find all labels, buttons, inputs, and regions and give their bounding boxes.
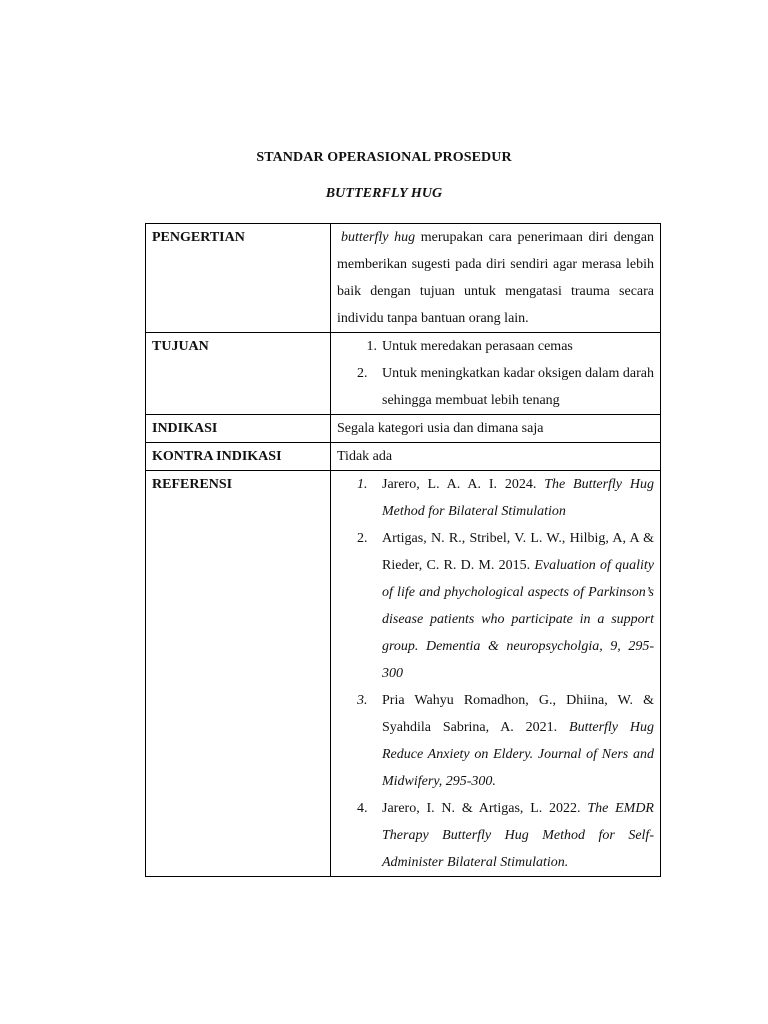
reference-authors: Jarero, I. N. & Artigas, L. 2022. <box>382 801 588 816</box>
list-number: 3. <box>357 693 368 708</box>
row-indikasi <box>146 415 661 443</box>
value-tujuan <box>331 333 661 415</box>
reference-title: The EMDR Therapy Butterfly Hug Method for Self-Administer Bilateral Stimulation. <box>382 801 654 870</box>
reference-title: Evaluation of quality of life and phychological aspects of Parkinson’s disease patients who participate in a support group. Dementia & neuropsycholgia, 9, 295-300 <box>382 558 654 681</box>
list-item <box>337 795 654 876</box>
label-kontra-indikasi: KONTRA INDIKASI <box>146 443 331 471</box>
row-referensi <box>146 471 661 877</box>
tujuan-list <box>337 333 654 414</box>
value-pengertian <box>331 224 661 333</box>
list-item <box>337 360 654 414</box>
list-number: 2. <box>357 531 368 546</box>
label-indikasi: INDIKASI <box>146 415 331 443</box>
list-item <box>337 687 654 795</box>
row-pengertian <box>146 224 661 333</box>
reference-title: The Butterfly Hug Method for Bilateral Stimulation <box>382 477 654 519</box>
label-pengertian: PENGERTIAN <box>146 224 331 333</box>
term-butterfly-hug: butterfly hug <box>341 230 416 245</box>
value-referensi <box>331 471 661 877</box>
row-tujuan <box>146 333 661 415</box>
label-referensi: REFERENSI <box>146 471 331 877</box>
list-item <box>337 333 654 360</box>
value-kontra-indikasi: Tidak ada <box>331 443 661 471</box>
reference-title: Butterfly Hug Reduce Anxiety on Eldery. Journal of Ners and Midwifery, 295-300. <box>382 720 654 789</box>
sop-table <box>145 223 661 877</box>
document-subtitle: BUTTERFLY HUG <box>325 186 443 201</box>
list-number: 1. <box>357 477 368 492</box>
reference-authors: Pria Wahyu Romadhon, G., Dhiina, W. & Syahdila Sabrina, A. 2021. <box>382 693 654 735</box>
list-number: 1. <box>366 339 377 354</box>
list-item <box>337 471 654 525</box>
label-tujuan: TUJUAN <box>146 333 331 415</box>
value-indikasi: Segala kategori usia dan dimana saja <box>331 415 661 443</box>
list-number: 2. <box>357 366 368 381</box>
reference-authors: Artigas, N. R., Stribel, V. L. W., Hilbig, A, A & Rieder, C. R. D. M. 2015. <box>382 531 654 573</box>
row-kontra-indikasi <box>146 443 661 471</box>
list-text: Untuk meningkatkan kadar oksigen dalam darah sehingga membuat lebih tenang <box>382 366 654 408</box>
list-item <box>337 525 654 687</box>
document-title: STANDAR OPERASIONAL PROSEDUR <box>256 150 512 165</box>
list-text: Untuk meredakan perasaan cemas <box>382 339 573 354</box>
pengertian-text: merupakan cara penerimaan diri dengan memberikan sugesti pada diri sendiri agar merasa lebih baik dengan tujuan untuk mengatasi trauma secara individu tanpa bantuan orang lain. <box>337 230 655 326</box>
reference-authors: Jarero, L. A. A. I. 2024. <box>382 477 545 492</box>
referensi-list <box>337 471 654 876</box>
list-number: 4. <box>357 801 368 816</box>
